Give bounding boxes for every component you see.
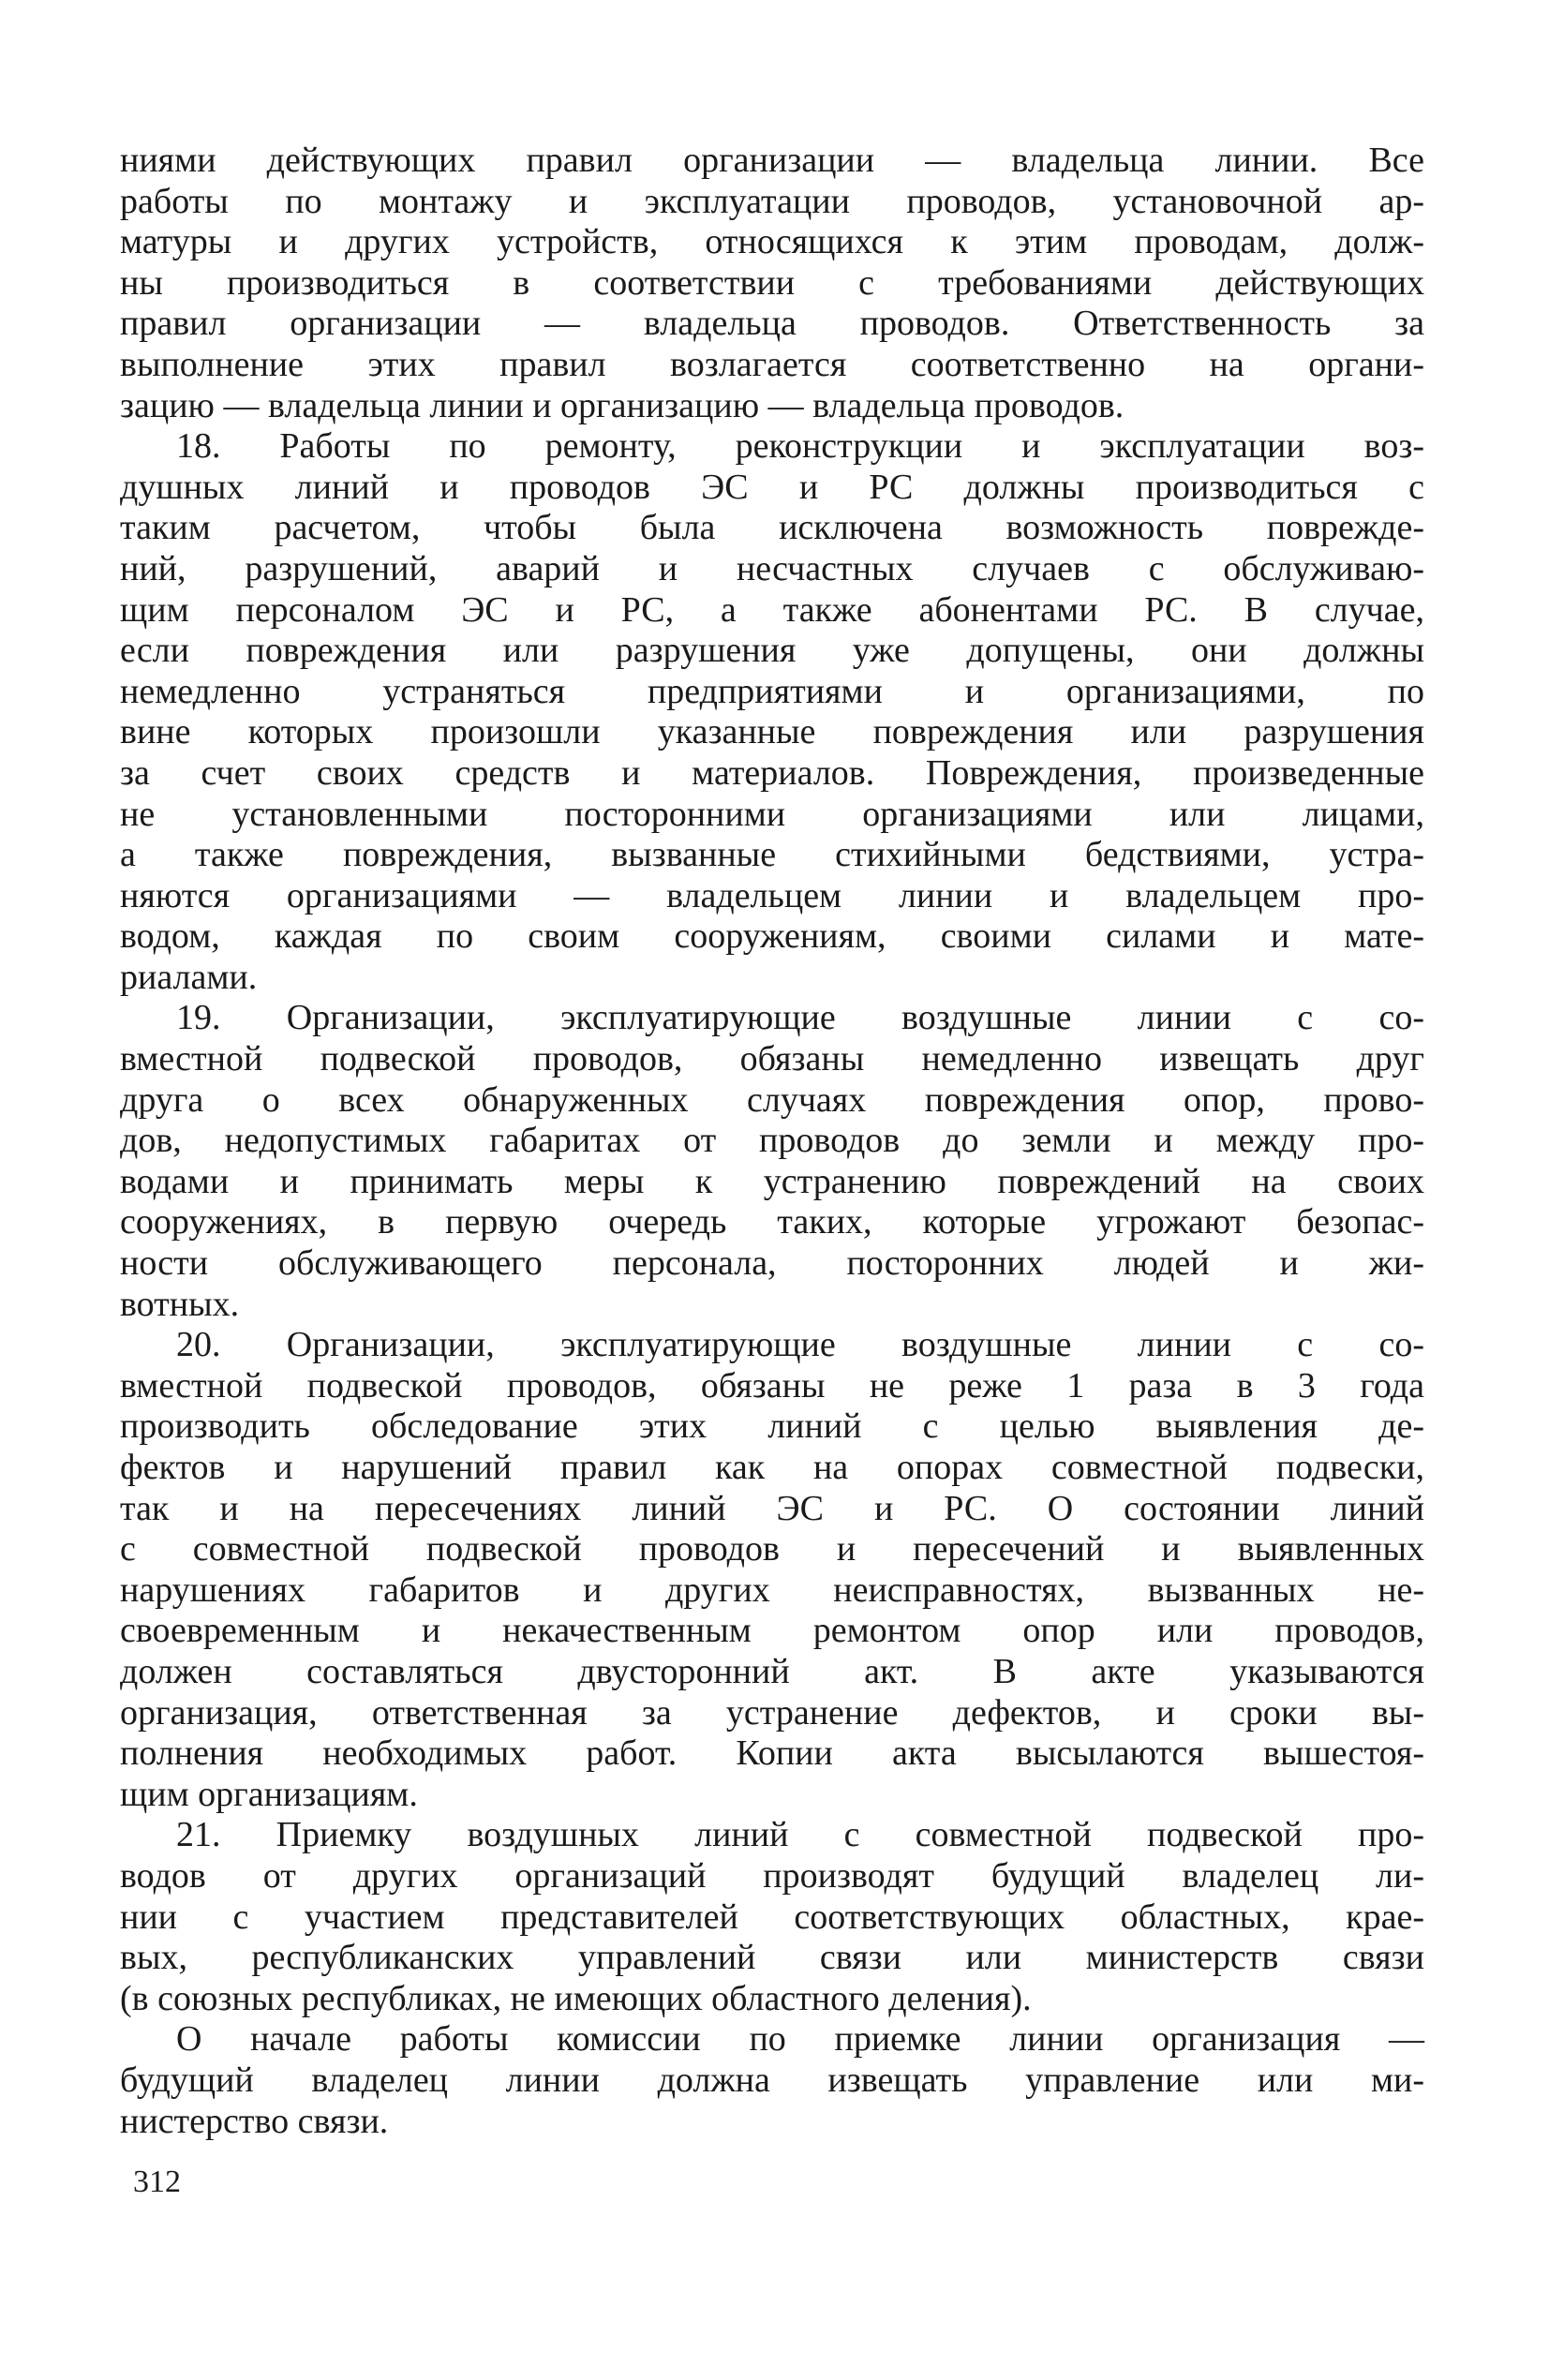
text-line: правил организации — владельца проводов. Ответственность за — [120, 304, 1424, 344]
text-line: должен составляться двусторонний акт. В акте указываются — [120, 1651, 1424, 1691]
text-line: работы по монтажу и эксплуатации проводов, установочной ар- — [120, 181, 1424, 221]
text-line: зацию — владельца линии и организацию — владельца проводов. — [120, 385, 1125, 425]
paragraph-commission-start: О начале работы комиссии по приемке линии организация — — [176, 2019, 1424, 2060]
text-line: вотных. — [120, 1284, 240, 1324]
text-line: водов от других организаций производят будущий владелец ли- — [120, 1855, 1424, 1896]
paragraph-19-start: 19. Организации, эксплуатирующие воздушные линии с со- — [176, 998, 1424, 1038]
text-line: вместной подвеской проводов, обязаны немедленно извещать друг — [120, 1039, 1424, 1079]
page-text — [120, 141, 1424, 2142]
text-line: щим организациям. — [120, 1774, 418, 1814]
paragraph-21-start: 21. Приемку воздушных линий с совместной подвеской про- — [176, 1815, 1424, 1855]
text-line: душных линий и проводов ЭС и РС должны производиться с — [120, 467, 1424, 507]
text-line: ности обслуживающего персонала, посторонних людей и жи- — [120, 1243, 1424, 1284]
text-line: ний, разрушений, аварий и несчастных случаев с обслуживаю- — [120, 548, 1424, 588]
text-line: выполнение этих правил возлагается соответственно на органи- — [120, 344, 1424, 384]
text-line: не установленными посторонними организациями или лицами, — [120, 794, 1424, 834]
text-line: риалами. — [120, 957, 258, 997]
text-line: ниями действующих правил организации — владельца линии. Все — [120, 141, 1424, 180]
text-line: если повреждения или разрушения уже допущены, они должны — [120, 631, 1424, 671]
text-line: вместной подвеской проводов, обязаны не реже 1 раза в 3 года — [120, 1365, 1424, 1406]
text-line: с совместной подвеской проводов и пересечений и выявленных — [120, 1529, 1424, 1569]
text-line: водом, каждая по своим сооружениям, своими силами и мате- — [120, 916, 1424, 957]
text-line: таким расчетом, чтобы была исключена возможность поврежде- — [120, 508, 1424, 548]
text-line: щим персоналом ЭС и РС, а также абонентами РС. В случае, — [120, 589, 1424, 630]
text-line: немедленно устраняться предприятиями и организациями, по — [120, 671, 1424, 711]
text-line: производить обследование этих линий с целью выявления де- — [120, 1406, 1424, 1447]
text-line: водами и принимать меры к устранению повреждений на своих — [120, 1161, 1424, 1201]
text-line: няются организациями — владельцем линии и владельцем про- — [120, 875, 1424, 915]
paragraph-20-start: 20. Организации, эксплуатирующие воздушные линии с со- — [176, 1325, 1424, 1365]
text-line: а также повреждения, вызванные стихийными бедствиями, устра- — [120, 835, 1424, 875]
text-line: матуры и других устройств, относящихся к этим проводам, долж- — [120, 222, 1424, 262]
text-line: друга о всех обнаруженных случаях повреждения опор, прово- — [120, 1079, 1424, 1120]
text-line: нарушениях габаритов и других неисправностях, вызванных не- — [120, 1569, 1424, 1610]
text-line: сооружениях, в первую очередь таких, которые угрожают безопас- — [120, 1202, 1424, 1242]
text-line: будущий владелец линии должна извещать управление или ми- — [120, 2060, 1424, 2100]
text-line: дов, недопустимых габаритах от проводов до земли и между про- — [120, 1121, 1424, 1161]
text-line: своевременным и некачественным ремонтом опор или проводов, — [120, 1611, 1424, 1651]
text-line: полнения необходимых работ. Копии акта высылаются вышестоя- — [120, 1733, 1424, 1774]
text-line: вых, республиканских управлений связи или министерств связи — [120, 1938, 1424, 1978]
text-line: фектов и нарушений правил как на опорах совместной подвески, — [120, 1448, 1424, 1487]
text-line: за счет своих средств и материалов. Повреждения, произведенные — [120, 752, 1424, 793]
text-line: ны производиться в соответствии с требованиями действующих — [120, 262, 1424, 303]
text-line: нистерство связи. — [120, 2101, 389, 2141]
paragraph-18-start: 18. Работы по ремонту, реконструкции и эксплуатации воз- — [176, 426, 1424, 467]
text-line: нии с участием представителей соответствующих областных, крае- — [120, 1897, 1424, 1937]
text-line: (в союзных республиках, не имеющих областного деления). — [120, 1978, 1032, 2018]
text-line: вине которых произошли указанные повреждения или разрушения — [120, 712, 1424, 752]
page-number: 312 — [133, 2164, 181, 2199]
text-line: так и на пересечениях линий ЭС и РС. О состоянии линий — [120, 1488, 1424, 1528]
text-line: организация, ответственная за устранение дефектов, и сроки вы- — [120, 1692, 1424, 1733]
